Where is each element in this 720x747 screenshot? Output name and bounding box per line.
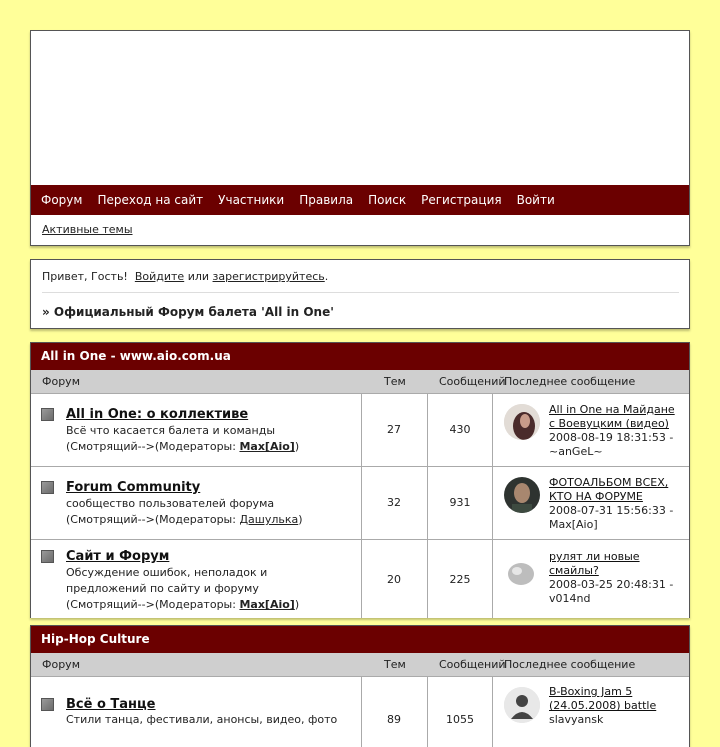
last-post <box>549 476 684 532</box>
mods-suffix: ) <box>294 440 300 453</box>
register-link[interactable]: зарегистрируйтесь <box>212 270 325 283</box>
welcome-line <box>42 270 328 283</box>
last-post-date: 2008-08-19 18:31:53 - <box>549 431 674 444</box>
forum-icon <box>41 481 54 494</box>
mods-suffix: ) <box>294 598 300 611</box>
divider <box>42 292 679 293</box>
forum-title[interactable]: Всё о Танце <box>66 697 156 712</box>
avatar[interactable] <box>504 477 540 513</box>
topic-count: 32 <box>387 496 401 509</box>
banner <box>31 31 689 185</box>
mods-prefix: (Смотрящий-->(Модераторы: <box>66 440 240 453</box>
last-post-link[interactable]: рулят ли новые смайлы? <box>549 550 640 577</box>
post-count: 1055 <box>446 713 474 726</box>
category-hiphop <box>30 625 690 747</box>
nav-register[interactable]: Регистрация <box>421 193 502 207</box>
mods-prefix: (Смотрящий-->(Модераторы: <box>66 598 240 611</box>
mods-prefix: (Смотрящий-->(Модераторы: <box>66 513 240 526</box>
category-title[interactable]: Hip-Hop Culture <box>31 626 689 653</box>
forum-row <box>31 540 689 618</box>
nav-site[interactable]: Переход на сайт <box>97 193 204 207</box>
main-nav <box>31 185 689 215</box>
login-link[interactable]: Войдите <box>134 270 185 283</box>
last-post-date: 2008-03-25 20:48:31 - <box>549 578 674 591</box>
last-post-user: slavyansk <box>549 713 604 726</box>
col-forum: Форум <box>42 375 80 388</box>
nav-rules[interactable]: Правила <box>299 193 354 207</box>
last-post <box>549 550 684 606</box>
board-title: » Официальный Форум балета 'All in One' <box>42 305 334 319</box>
last-post-date: 2008-07-31 15:56:33 - <box>549 504 674 517</box>
moderator-link[interactable]: Max[Aio] <box>239 598 295 611</box>
last-post-user: v014nd <box>549 592 591 605</box>
last-post-link[interactable]: All in One на Майдане с Воевуцким (видео) <box>549 403 675 430</box>
nav-members[interactable]: Участники <box>218 193 285 207</box>
forum-row <box>31 677 689 747</box>
topic-count: 89 <box>387 713 401 726</box>
welcome-box <box>30 259 690 329</box>
nav-search[interactable]: Поиск <box>368 193 407 207</box>
nav-login[interactable]: Войти <box>516 193 555 207</box>
avatar[interactable] <box>504 554 540 590</box>
forum-desc: Всё что касается балета и команды <box>66 424 276 437</box>
topic-count: 20 <box>387 573 401 586</box>
col-posts: Сообщений <box>439 658 506 671</box>
col-topics: Тем <box>384 658 406 671</box>
last-post-link[interactable]: B-Boxing Jam 5 (24.05.2008) battle <box>549 685 657 712</box>
forum-row <box>31 394 689 467</box>
column-header <box>31 370 689 394</box>
forum-icon <box>41 408 54 421</box>
forum-mods <box>66 440 299 453</box>
forum-desc: Стили танца, фестивали, анонсы, видео, фото <box>66 713 338 726</box>
category-title[interactable]: All in One - www.aio.com.ua <box>31 343 689 370</box>
forum-mods <box>66 598 299 611</box>
post-count: 225 <box>449 573 471 586</box>
col-topics: Тем <box>384 375 406 388</box>
avatar[interactable] <box>504 687 540 723</box>
last-post <box>549 685 684 727</box>
column-header <box>31 653 689 677</box>
forum-desc: Обсуждение ошибок, неполадок и предложений по сайту и форуму <box>66 566 268 595</box>
or-text: или <box>187 270 210 283</box>
forum-icon <box>41 698 54 711</box>
forum-title[interactable]: All in One: о коллективе <box>66 407 249 422</box>
topic-count: 27 <box>387 423 401 436</box>
avatar[interactable] <box>504 404 540 440</box>
greeting: Привет, Гость! <box>42 270 128 283</box>
active-topics-link[interactable]: Активные темы <box>42 223 133 236</box>
header <box>30 30 690 246</box>
forum-row <box>31 467 689 540</box>
forum-title[interactable]: Сайт и Форум <box>66 549 170 564</box>
forum-desc: сообщество пользователей форума <box>66 497 275 510</box>
forum-title[interactable]: Forum Community <box>66 480 201 495</box>
last-post-link[interactable]: ФОТОАЛЬБОМ ВСЕХ, КТО НА ФОРУМЕ <box>549 476 669 503</box>
moderator-link[interactable]: Max[Aio] <box>239 440 295 453</box>
category-aio <box>30 342 690 618</box>
last-post-user: Max[Aio] <box>549 518 598 531</box>
mods-suffix: ) <box>298 513 303 526</box>
col-last: Последнее сообщение <box>504 658 636 671</box>
col-forum: Форум <box>42 658 80 671</box>
col-posts: Сообщений <box>439 375 506 388</box>
dot: . <box>324 270 329 283</box>
forum-icon <box>41 550 54 563</box>
last-post <box>549 403 684 459</box>
post-count: 931 <box>449 496 471 509</box>
col-last: Последнее сообщение <box>504 375 636 388</box>
subnav <box>31 215 689 244</box>
last-post-user: ~anGeL~ <box>549 445 603 458</box>
post-count: 430 <box>449 423 471 436</box>
nav-forum[interactable]: Форум <box>41 193 83 207</box>
forum-mods <box>66 513 303 526</box>
moderator-link[interactable]: Дашулька <box>239 513 299 526</box>
